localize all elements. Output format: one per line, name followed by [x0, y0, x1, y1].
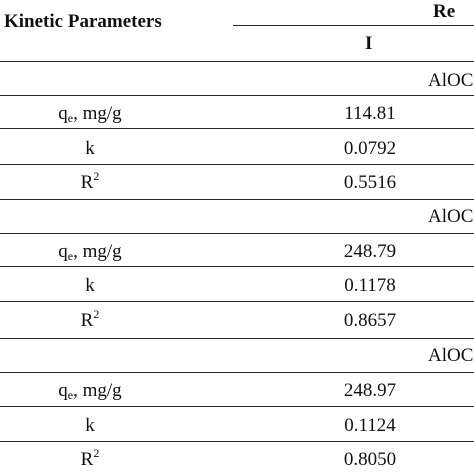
- row-rule: [0, 301, 474, 302]
- row-rule: [0, 406, 474, 407]
- param-k: k: [85, 415, 95, 436]
- param-k: k: [85, 138, 95, 159]
- param-r2: $R^2$: [80, 169, 100, 193]
- param-k: k: [85, 275, 95, 296]
- section-title: AlOC: [428, 345, 474, 366]
- section-rule: [0, 199, 474, 200]
- value-r2: 0.8050: [343, 449, 397, 470]
- section-title: AlOC: [428, 206, 474, 227]
- row-rule: [0, 266, 474, 267]
- value-k: 0.1124: [344, 415, 396, 436]
- section-rule: [0, 372, 474, 373]
- header-group-partial: Re: [433, 1, 456, 22]
- header-kinetic-parameters: Kinetic Parameters: [4, 11, 162, 32]
- param-r2: $R^2$: [80, 446, 100, 470]
- value-qe: 248.79: [343, 241, 397, 262]
- header-bottom-rule: [0, 61, 474, 62]
- value-r2: 0.8657: [343, 310, 397, 331]
- value-qe: 248.97: [343, 380, 397, 401]
- row-rule: [0, 128, 474, 129]
- section-title: AlOC: [428, 70, 474, 91]
- param-qe: $q_e$, mg/g: [58, 103, 122, 125]
- row-rule: [0, 441, 474, 442]
- value-k: 0.1178: [344, 275, 396, 296]
- value-qe: 114.81: [344, 103, 396, 124]
- section-rule: [0, 95, 474, 96]
- row-rule: [0, 164, 474, 165]
- param-qe: $q_e$, mg/g: [58, 380, 122, 402]
- value-r2: 0.5516: [343, 172, 397, 193]
- header-group-rule: [233, 25, 474, 26]
- param-qe: $q_e$, mg/g: [58, 241, 122, 263]
- param-r2: $R^2$: [80, 307, 100, 331]
- section-rule: [0, 338, 474, 339]
- section-rule: [0, 233, 474, 234]
- header-subgroup-I: I: [365, 33, 373, 54]
- value-k: 0.0792: [343, 138, 397, 159]
